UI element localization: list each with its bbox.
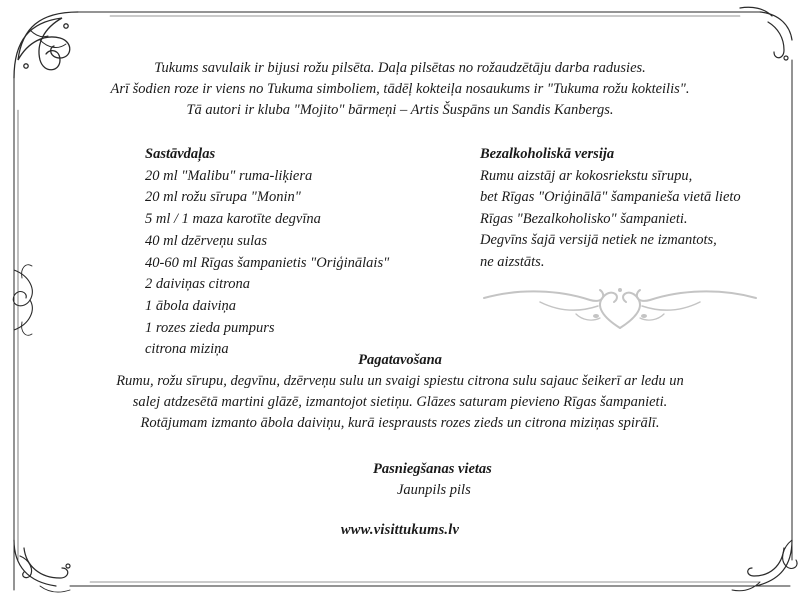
preparation-line: salej atdzesētā martini glāzē, izmantojot sietiņu. Glāzes saturam pievieno Rīgas šampanieti. [132,394,668,410]
corner-ornament-bottom-left [14,540,70,592]
ingredient-item: 40 ml dzērveņu sulas [145,232,268,249]
ingredients-heading: Sastāvdaļas [145,146,216,162]
intro-line: Tā autori ir kluba "Mojito" bārmeņi – Artis Šuspāns un Sandis Kanbergs. [186,102,614,118]
flourish-divider [480,278,760,334]
intro-paragraph [60,58,740,121]
website-link[interactable]: www.visittukums.lv [340,522,460,538]
ingredient-item: 20 ml "Malibu" ruma-liķiera [145,167,313,184]
serving-place: Jaunpils pils [397,482,471,498]
ingredient-item: 20 ml rožu sīrupa "Monin" [145,189,301,206]
ingredient-item: 2 daiviņas citrona [145,276,250,293]
ingredient-item: citrona miziņa [145,341,229,358]
non-alcoholic-line: bet Rīgas "Oriģinālā" šampanieša vietā lieto [480,189,741,205]
side-ornament-left [13,265,32,336]
preparation-line: Rumu, rožu sīrupu, degvīnu, dzērveņu sulu un svaigi spiestu citrona sulu sajauc šeikerī ar ledu un [116,373,684,389]
side-ornament-right [783,540,797,568]
non-alcoholic-line: ne aizstāts. [480,253,545,270]
intro-line: Tukums savulaik ir bijusi rožu pilsēta. Daļa pilsētas no rožaudzētāju darba radusies. [154,60,646,76]
non-alcoholic-section [480,144,741,273]
preparation-section [50,350,750,434]
intro-line: Arī šodien roze ir viens no Tukuma simboliem, tādēļ kokteiļa nosaukums ir "Tukuma rožu kokteilis". [110,81,690,97]
non-alcoholic-line: Degvīns šajā versijā netiek ne izmantots, [480,232,717,248]
ingredient-item: 1 ābola daiviņa [145,297,237,314]
corner-ornament-top-right [740,7,792,60]
preparation-heading: Pagatavošana [358,352,442,368]
preparation-line: Rotājumam izmanto ābola daiviņu, kurā iesprausts rozes zieds un citrona miziņas spirālī. [140,415,660,431]
ingredients-section [145,144,389,361]
ingredient-item: 40-60 ml Rīgas šampanietis "Oriģinālais" [145,254,390,271]
serving-heading: Pasniegšanas vietas [373,461,492,477]
ingredient-item: 1 rozes zieda pumpurs [145,319,275,336]
non-alcoholic-heading: Bezalkoholiskā versija [480,146,615,162]
ingredient-item: 5 ml / 1 maza karotīte degvīna [145,211,321,228]
non-alcoholic-line: Rumu aizstāj ar kokosriekstu sīrupu, [480,167,693,184]
non-alcoholic-line: Rīgas "Bezalkoholisko" šampanieti. [480,210,688,227]
corner-ornament-bottom-right [732,540,792,591]
